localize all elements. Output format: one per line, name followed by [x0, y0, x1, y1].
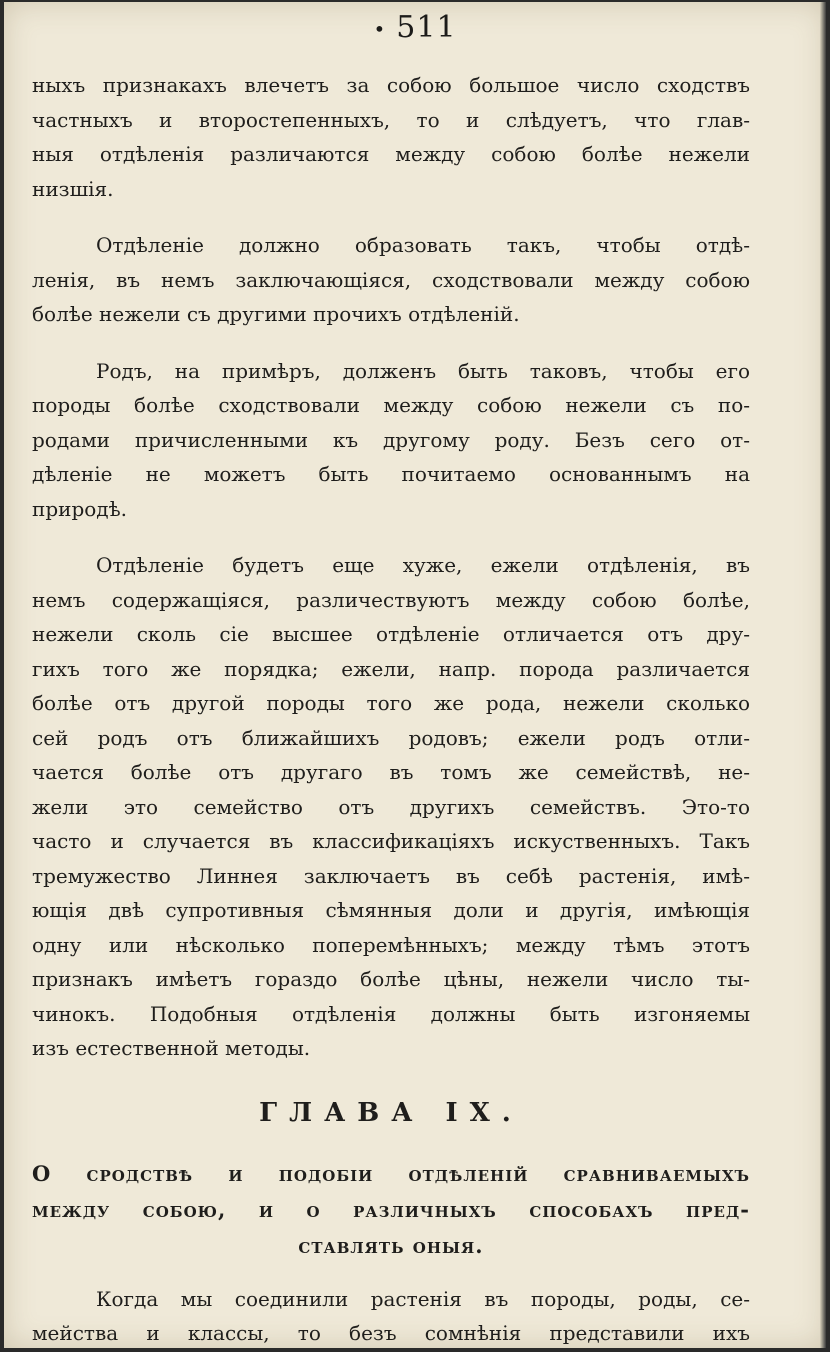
- text-line: болѣе отъ другой породы того же рода, нежели сколько: [32, 691, 750, 715]
- chapter-title: ГЛАВА IX.: [259, 1097, 523, 1128]
- heading-line: ставлять оныя.: [298, 1232, 484, 1258]
- text-line: низшія.: [32, 176, 114, 201]
- text-line: нежели сколь сіе высшее отдѣленіе отличается отъ дру-: [32, 622, 750, 646]
- page-edge-shadow: [820, 2, 826, 1348]
- text-line: родами причисленными къ другому роду. Безъ сего от-: [32, 427, 750, 452]
- text-line: мейства и классы, то безъ сомнѣнія представили ихъ: [32, 1321, 750, 1345]
- text-line: чается болѣе отъ другаго въ томъ же семействѣ, не-: [32, 760, 750, 784]
- text-line: Когда мы соединили растенія въ породы, роды, се-: [96, 1286, 750, 1311]
- text-line: ленія, въ немъ заключающіяся, сходствовали между собою: [32, 267, 750, 292]
- paragraph-2: [32, 228, 750, 332]
- heading-line: между собою, и о различныхъ способахъ пред-: [32, 1196, 750, 1222]
- text-line: ныя отдѣленія различаются между собою болѣе нежели: [32, 142, 750, 166]
- chapter-heading: [32, 1156, 750, 1264]
- text-line: тремужество Линнея заключаетъ въ себѣ растенія, имѣ-: [32, 863, 750, 888]
- text-line: частныхъ и второстепенныхъ, то и слѣдуетъ, что глав-: [32, 107, 750, 132]
- book-page: [4, 2, 826, 1348]
- text-line: чинокъ. Подобныя отдѣленія должны быть изгоняемы: [32, 1001, 750, 1026]
- paragraph-3: [32, 354, 750, 527]
- text-line: породы болѣе сходствовали между собою нежели съ по-: [32, 393, 750, 417]
- heading-line: О сродствѣ и подобіи отдѣленій сравниваемыхъ: [32, 1160, 750, 1186]
- text-line: ющія двѣ супротивныя сѣмянныя доли и другія, имѣющія: [32, 898, 750, 922]
- paragraph-4: [32, 548, 750, 1066]
- text-line: признакъ имѣетъ гораздо болѣе цѣны, нежели число ты-: [32, 967, 750, 991]
- page-number-dot: •: [373, 17, 387, 41]
- text-line: немъ содержащіяся, различествуютъ между собою болѣе,: [32, 587, 750, 612]
- page-number: [4, 10, 826, 45]
- text-line: Отдѣленіе будетъ еще хуже, ежели отдѣленія, въ: [96, 553, 750, 577]
- text-line: сей родъ отъ ближайшихъ родовъ; ежели родъ отли-: [32, 725, 750, 750]
- paragraph-5: [32, 1282, 750, 1349]
- text-line: часто и случается въ классификаціяхъ искуственныхъ. Такъ: [32, 829, 750, 853]
- text-line: одну или нѣсколько поперемѣнныхъ; между тѣмъ этотъ: [32, 932, 750, 957]
- paragraph-1: [32, 68, 750, 206]
- text-line: гихъ того же порядка; ежели, напр. порода различается: [32, 656, 750, 681]
- text-line: болѣе нежели съ другими прочихъ отдѣленій.: [32, 302, 520, 326]
- text-line: природѣ.: [32, 496, 128, 521]
- text-line: изъ естественной методы.: [32, 1036, 311, 1060]
- text-line: Родъ, на примѣръ, долженъ быть таковъ, чтобы его: [96, 358, 750, 383]
- text-line: жели это семейство отъ другихъ семействъ. Это-то: [32, 794, 750, 819]
- page-body: [32, 68, 750, 1348]
- text-line: ныхъ признакахъ влечетъ за собою большое число сходствъ: [32, 73, 750, 97]
- page-number-value: 511: [396, 10, 457, 45]
- text-line: дѣленіе не можетъ быть почитаемо основаннымъ на: [32, 462, 750, 486]
- text-line: Отдѣленіе должно образовать такъ, чтобы отдѣ-: [96, 233, 750, 257]
